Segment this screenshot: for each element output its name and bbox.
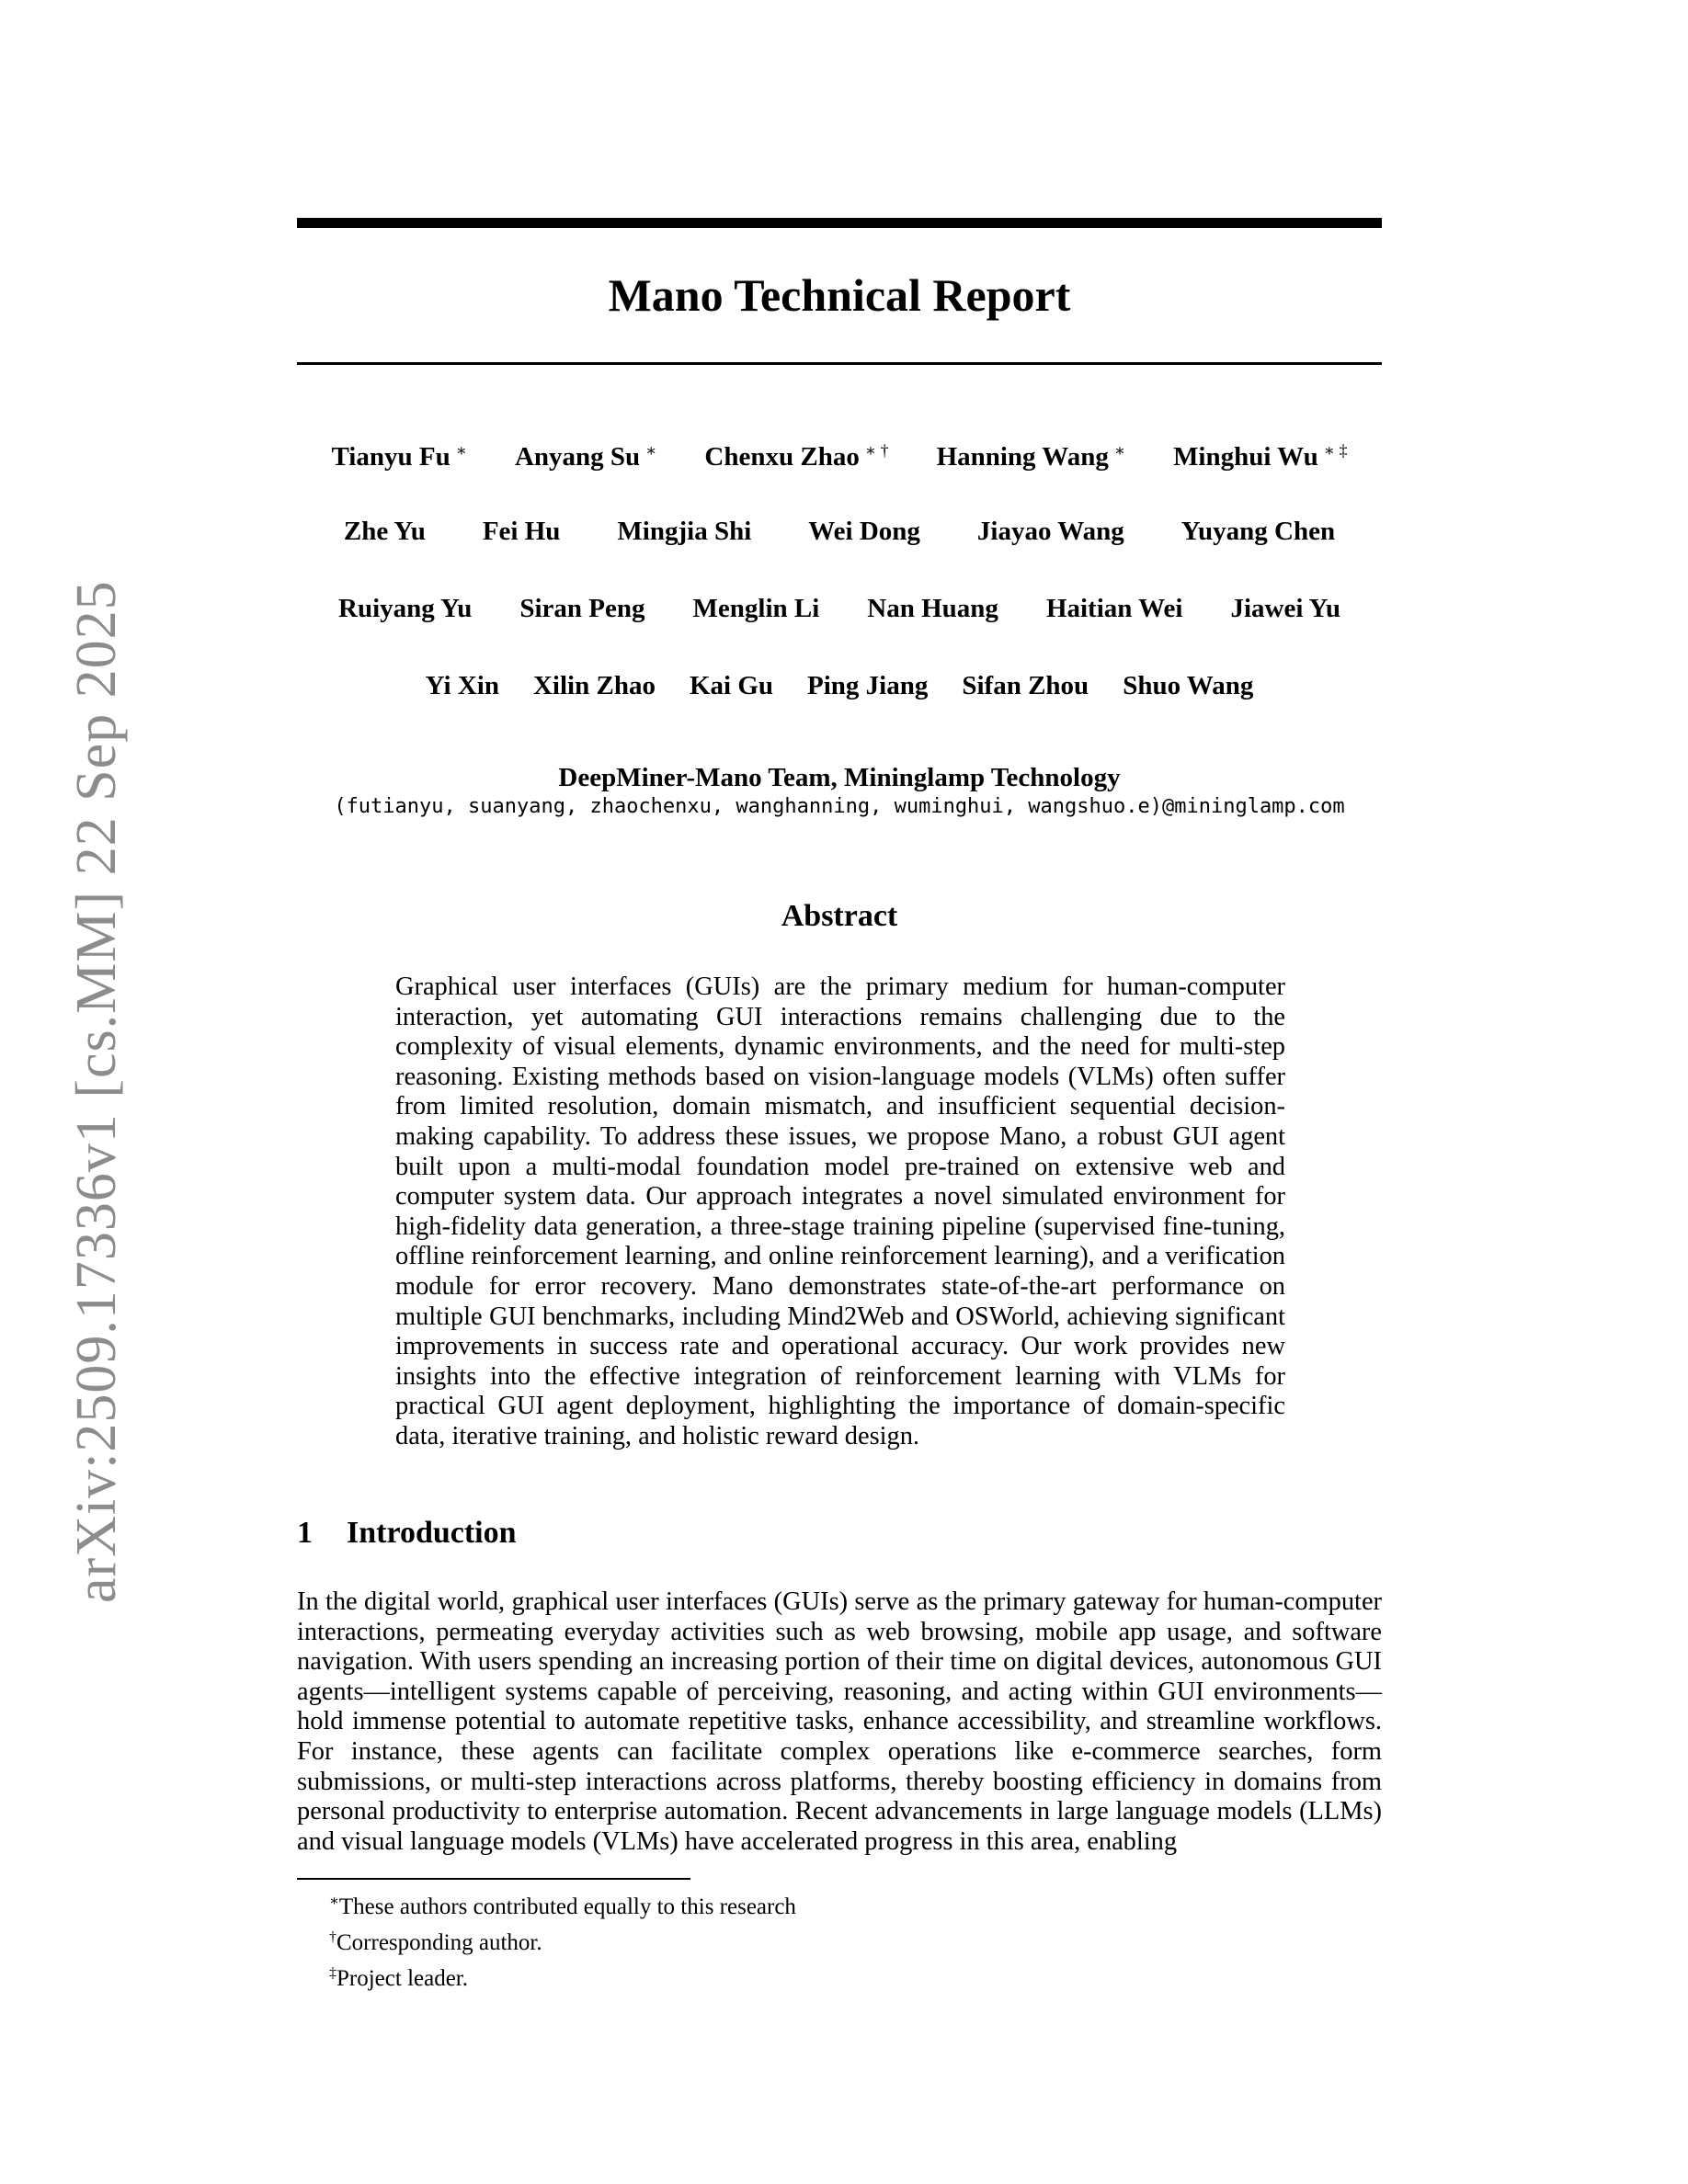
author-marks: ∗ bbox=[455, 441, 467, 460]
author: Yuyang Chen bbox=[1180, 517, 1336, 546]
abstract-heading: Abstract bbox=[781, 899, 898, 933]
author-marks: ∗ ‡ bbox=[1323, 441, 1348, 460]
author: Siran Peng bbox=[519, 594, 645, 623]
author: Jiawei Yu bbox=[1230, 594, 1340, 623]
author-row-3 bbox=[297, 590, 1382, 627]
abstract-text: Graphical user interfaces (GUIs) are the primary medium for human-computer interaction, yet automating GUI interactions remains challenging due to the complexity of visual elements, dynamic environments, and the need for multi-step reasoning. Existing methods based on vision-language models (VLMs) often suffer from limited resolution, domain mismatch, and insufficient sequential decision-making capability. To address these issues, we propose Mano, a robust GUI agent built upon a multi-modal foundation model pre-trained on extensive web and computer system data. Our approach integrates a novel simulated environment for high-fidelity data generation, a three-stage training pipeline (supervised fine-tuning, offline reinforcement learning, and online reinforcement learning), and a verification module for error recovery. Mano demonstrates state-of-the-art performance on multiple GUI benchmarks, including Mind2Web and OSWorld, achieving significant improvements in success rate and operational accuracy. Our work provides new insights into the effective integration of reinforcement learning with VLMs for practical GUI agent deployment, highlighting the importance of domain-specific data, iterative training, and holistic reward design. bbox=[395, 973, 1285, 1450]
author: Ping Jiang bbox=[807, 671, 929, 700]
arxiv-side-stamp: arXiv:2509.17336v1 [cs.MM] 22 Sep 2025 bbox=[65, 580, 128, 1603]
footnote bbox=[329, 1886, 796, 1922]
section-heading-introduction bbox=[297, 1513, 517, 1553]
footnote-text: These authors contributed equally to this research bbox=[338, 1894, 796, 1919]
author: Haitian Wei bbox=[1045, 594, 1183, 623]
author: Ruiyang Yu bbox=[338, 594, 473, 623]
section-title: Introduction bbox=[347, 1516, 517, 1550]
author: Nan Huang bbox=[867, 594, 998, 623]
author-marks: ∗ bbox=[1113, 441, 1126, 460]
section-number: 1 bbox=[297, 1516, 313, 1550]
author: Yi Xin bbox=[425, 671, 499, 700]
author: Wei Dong bbox=[808, 517, 920, 546]
author: Shuo Wang bbox=[1123, 671, 1254, 700]
author: Sifan Zhou bbox=[962, 671, 1089, 700]
footnote-mark: ‡ bbox=[329, 1965, 336, 1981]
author-marks: ∗ bbox=[645, 441, 657, 460]
footnote-mark: ∗ bbox=[329, 1894, 339, 1909]
author: Jiayao Wang bbox=[976, 517, 1124, 546]
author: Zhe Yu bbox=[343, 517, 426, 546]
title-bottom-rule bbox=[297, 362, 1382, 365]
footnotes bbox=[329, 1886, 796, 1994]
author-row-1 bbox=[297, 432, 1382, 475]
author: Mingjia Shi bbox=[617, 517, 752, 546]
title-top-rule bbox=[297, 218, 1382, 228]
author: Fei Hu bbox=[482, 517, 561, 546]
author-marks: ∗ † bbox=[864, 441, 889, 460]
introduction-text: In the digital world, graphical user interfaces (GUIs) serve as the primary gateway for human-computer interactions, permeating everyday activities such as web browsing, mobile app usage, and software navigation. With users spending an increasing portion of their time on digital devices, autonomous GUI agents—intelligent systems capable of perceiving, reasoning, and acting within GUI environments—hold immense potential to automate repetitive tasks, enhance accessibility, and streamline workflows. For instance, these agents can facilitate complex operations like e-commerce searches, form submissions, or multi-step interactions across platforms, thereby boosting efficiency in domains from personal productivity to enterprise automation. Recent advancements in large language models (LLMs) and visual language models (VLMs) have accelerated progress in this area, enabling bbox=[297, 1587, 1382, 1856]
author: Tianyu Fu ∗ bbox=[331, 441, 467, 472]
affiliation: DeepMiner-Mano Team, Mininglamp Technology bbox=[558, 763, 1121, 792]
author-row-2 bbox=[297, 513, 1382, 550]
author: Minghui Wu ∗ ‡ bbox=[1173, 441, 1348, 472]
footnote-mark: † bbox=[329, 1929, 336, 1945]
author: Xilin Zhao bbox=[532, 671, 656, 700]
author: Kai Gu bbox=[689, 671, 774, 700]
author: Menglin Li bbox=[692, 594, 820, 623]
author: Anyang Su ∗ bbox=[514, 441, 657, 472]
paper-title: Mano Technical Report bbox=[608, 269, 1071, 321]
footnote-text: Project leader. bbox=[336, 1966, 468, 1991]
footnote-text: Corresponding author. bbox=[336, 1930, 542, 1955]
author-emails: (futianyu, suanyang, zhaochenxu, wanghanning, wuminghui, wangshuo.e)@mininglamp.com bbox=[334, 795, 1345, 818]
footnote bbox=[329, 1922, 796, 1958]
footnote-rule bbox=[297, 1878, 690, 1880]
footnote bbox=[329, 1958, 796, 1994]
author: Hanning Wang ∗ bbox=[936, 441, 1126, 472]
author: Chenxu Zhao ∗ † bbox=[704, 441, 889, 472]
author-row-4 bbox=[297, 667, 1382, 704]
